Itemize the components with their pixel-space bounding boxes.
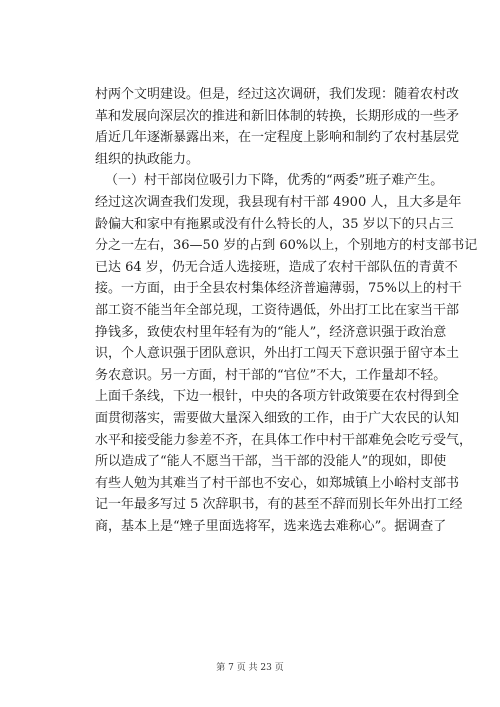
text-line: 已达 64 岁，仍无合适人选接班，造成了农村干部队伍的青黄不 <box>95 259 458 275</box>
text-line: 有些人勉为其难当了村干部也不安心，如郑城镇上小峪村支部书 <box>95 475 460 491</box>
text-line: 革和发展向深层次的推进和新旧体制的转换，长期形成的一些矛 <box>95 108 460 124</box>
paragraph-2 <box>95 170 478 537</box>
text-line: 盾近几年逐渐暴露出来，在一定程度上影响和制约了农村基层党 <box>95 130 460 146</box>
text-line: 分之一左右，36—50 岁的占到 60%以上，个别地方的村支部书记 <box>95 238 478 254</box>
paragraph-1 <box>95 84 460 170</box>
text-line: 记一年最多写过 5 次辞职书，有的甚至不辞而别长年外出打工经 <box>95 497 463 513</box>
text-line: 龄偏大和家中有拖累或没有什么特长的人，35 岁以下的只占三 <box>95 216 454 232</box>
text-line: 上面千条线，下边一根针，中央的各项方针政策要在农村得到全 <box>95 389 460 405</box>
text-line: 村两个文明建设。但是，经过这次调研，我们发现：随着农村改 <box>95 87 460 102</box>
body-text <box>95 84 478 537</box>
text-line: 挣钱多，致使农村里年轻有为的“能人”，经济意识强于政治意 <box>95 324 447 340</box>
text-line: 所以造成了“能人不愿当干部，当干部的没能人”的现如，即使 <box>95 454 447 470</box>
text-line: 识，个人意识强于团队意识，外出打工闯天下意识强于留守本土 <box>95 346 460 362</box>
text-line: 务农意识。另一方面，村干部的“官位”不大，工作量却不轻。 <box>95 367 447 383</box>
text-line: 经过这次调查我们发现，我县现有村干部 4900 人，且大多是年 <box>95 194 462 210</box>
text-line: 接。一方面，由于全县农村集体经济普遍薄弱，75%以上的村干 <box>95 281 462 297</box>
text-line: 部工资不能当年全部兑现，工资待遇低，外出打工比在家当干部 <box>95 302 460 318</box>
text-line: 面贯彻落实，需要做大量深入细致的工作，由于广大农民的认知 <box>95 410 460 426</box>
text-line: 水平和接受能力参差不齐，在具体工作中村干部难免会吃亏受气， <box>95 432 473 448</box>
text-line: 组织的执政能力。 <box>95 151 200 167</box>
text-line: 商，基本上是“矬子里面选将军，选来选去难称心”。据调查了 <box>95 518 447 534</box>
text-line: （一）村干部岗位吸引力下降，优秀的“两委”班子难产生。 <box>105 173 444 189</box>
page-number-footer: 第 7 页 共 23 页 <box>216 663 284 673</box>
